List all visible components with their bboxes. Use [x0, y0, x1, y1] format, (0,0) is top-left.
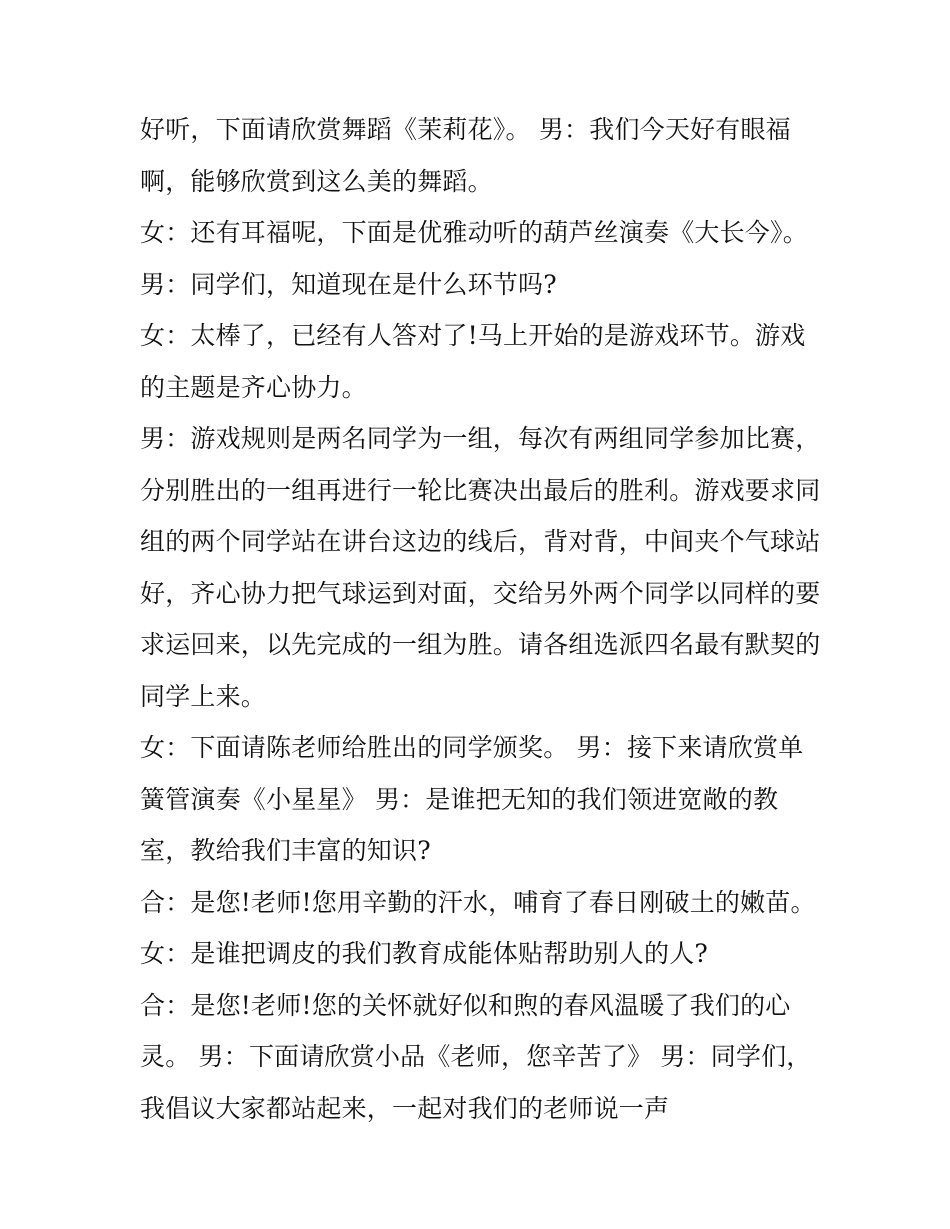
text-line: 灵。 男：下面请欣赏小品《老师，您辛苦了》 男：同学们， — [140, 1042, 812, 1071]
text-line: 合：是您!老师!您的关怀就好似和煦的春风温暖了我们的心 — [140, 990, 791, 1020]
text-line: 合：是您!老师!您用辛勤的汗水，哺育了春日刚破土的嫩苗。 — [140, 887, 816, 917]
text-line: 男：同学们，知道现在是什么环节吗? — [140, 269, 557, 299]
text-line: 好听，下面请欣赏舞蹈《茉莉花》。 男：我们今天好有眼福 — [140, 115, 791, 144]
text-line: 同学上来。 — [140, 681, 267, 711]
text-line: 女：下面请陈老师给胜出的同学颁奖。 男：接下来请欣赏单 — [140, 733, 804, 762]
body-text — [140, 110, 830, 1140]
text-line: 啊，能够欣赏到这么美的舞蹈。 — [140, 166, 493, 196]
text-line: 分别胜出的一组再进行一轮比赛决出最后的胜利。游戏要求同 — [140, 475, 821, 505]
text-line: 簧管演奏《小星星》 男：是谁把无知的我们领进宽敞的教 — [140, 784, 779, 814]
text-line: 女：是谁把调皮的我们教育成能体贴帮助别人的人? — [140, 939, 709, 968]
text-line: 的主题是齐心协力。 — [140, 372, 367, 402]
text-line: 好，齐心协力把气球运到对面，交给另外两个同学以同样的要 — [140, 578, 821, 608]
text-line: 室，教给我们丰富的知识? — [140, 836, 431, 865]
text-line: 男：游戏规则是两名同学为一组，每次有两组同学参加比赛， — [140, 424, 821, 453]
text-line: 组的两个同学站在讲台这边的线后，背对背，中间夹个气球站 — [140, 527, 821, 556]
text-line: 求运回来，以先完成的一组为胜。请各组选派四名最有默契的 — [140, 630, 821, 659]
text-line: 我倡议大家都站起来，一起对我们的老师说一声 — [140, 1093, 670, 1123]
text-line: 女：太棒了，已经有人答对了!马上开始的是游戏环节。游戏 — [140, 321, 806, 350]
text-line: 女：还有耳福呢，下面是优雅动听的葫芦丝演奏《大长今》。 — [140, 218, 808, 247]
